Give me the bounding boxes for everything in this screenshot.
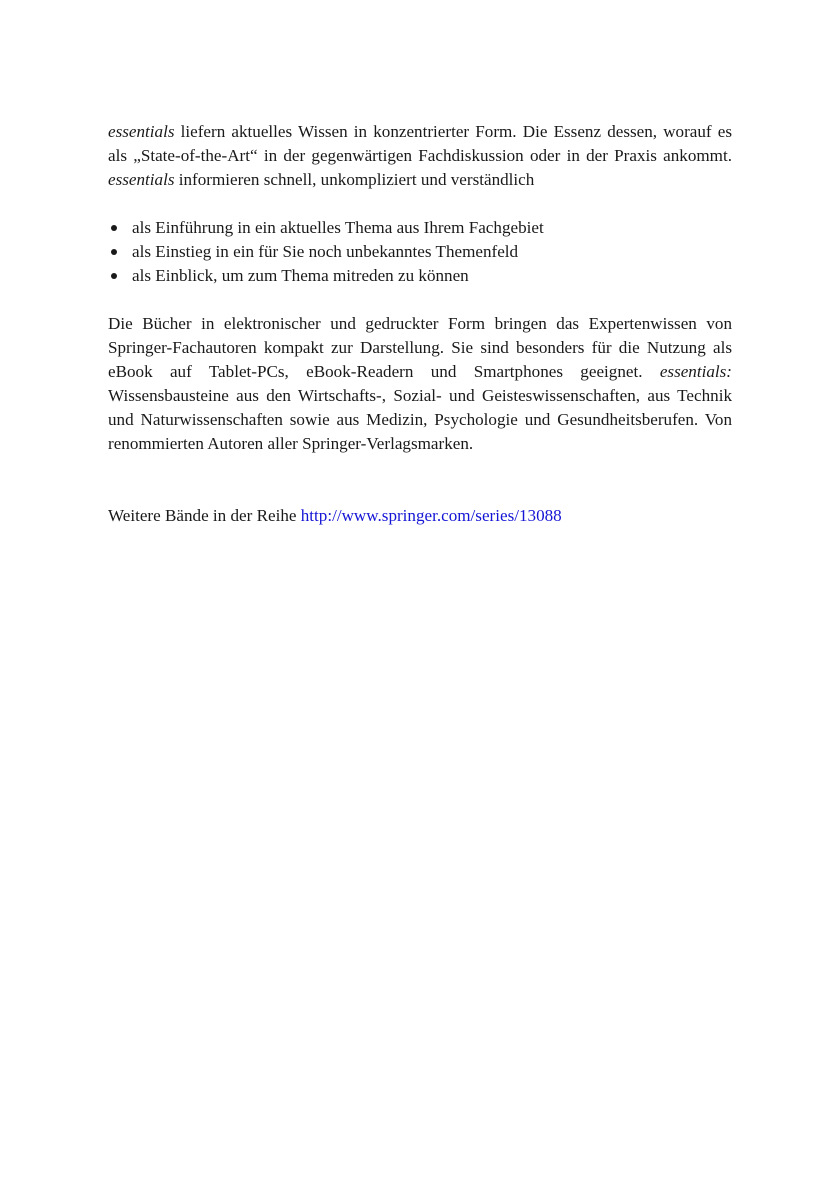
list-item-text: als Einführung in ein aktuelles Thema aus Ihrem Fachgebiet: [132, 218, 544, 237]
list-item-text: als Einstieg in ein für Sie noch unbekanntes Themenfeld: [132, 242, 519, 261]
series-link[interactable]: http://www.springer.com/series/13088: [300, 506, 562, 525]
list-item: [108, 264, 732, 288]
list-item: [108, 216, 732, 240]
page-content: [108, 120, 732, 528]
series-line: [108, 504, 732, 528]
intro-paragraph: [108, 120, 732, 192]
essentials-term: essentials: [108, 122, 175, 141]
description-text: Die Bücher in elektronischer und gedruckter Form bringen das Expertenwissen von Springer-Fachautoren kompakt zur Darstellung. Sie sind besonders für die Nutzung als eBook auf Tablet-PCs, eBook-Readern und Smartphones geeignet.: [108, 314, 732, 381]
bullet-icon: [111, 273, 117, 279]
bullet-icon: [111, 225, 117, 231]
intro-text-end: informieren schnell, unkompliziert und verständlich: [174, 170, 535, 189]
series-label: Weitere Bände in der Reihe: [108, 506, 301, 525]
description-paragraph: [108, 312, 732, 456]
essentials-term: essentials: [108, 170, 175, 189]
feature-list: [108, 216, 732, 288]
list-item-text: als Einblick, um zum Thema mitreden zu können: [132, 266, 469, 285]
essentials-term: essentials:: [659, 362, 732, 381]
description-text-end: Wissensbausteine aus den Wirtschafts-, Sozial- und Geisteswissenschaften, aus Technik und Naturwissenschaften sowie aus Medizin, Psychologie und Gesundheitsberufen. Von renommierten Autoren aller Springer-Verlagsmarken.: [108, 386, 732, 453]
list-item: [108, 240, 732, 264]
intro-text: liefern aktuelles Wissen in konzentrierter Form. Die Essenz dessen, worauf es als „State-of-the-Art“ in der gegenwärtigen Fachdiskussion oder in der Praxis ankommt.: [108, 122, 732, 165]
bullet-icon: [111, 249, 117, 255]
